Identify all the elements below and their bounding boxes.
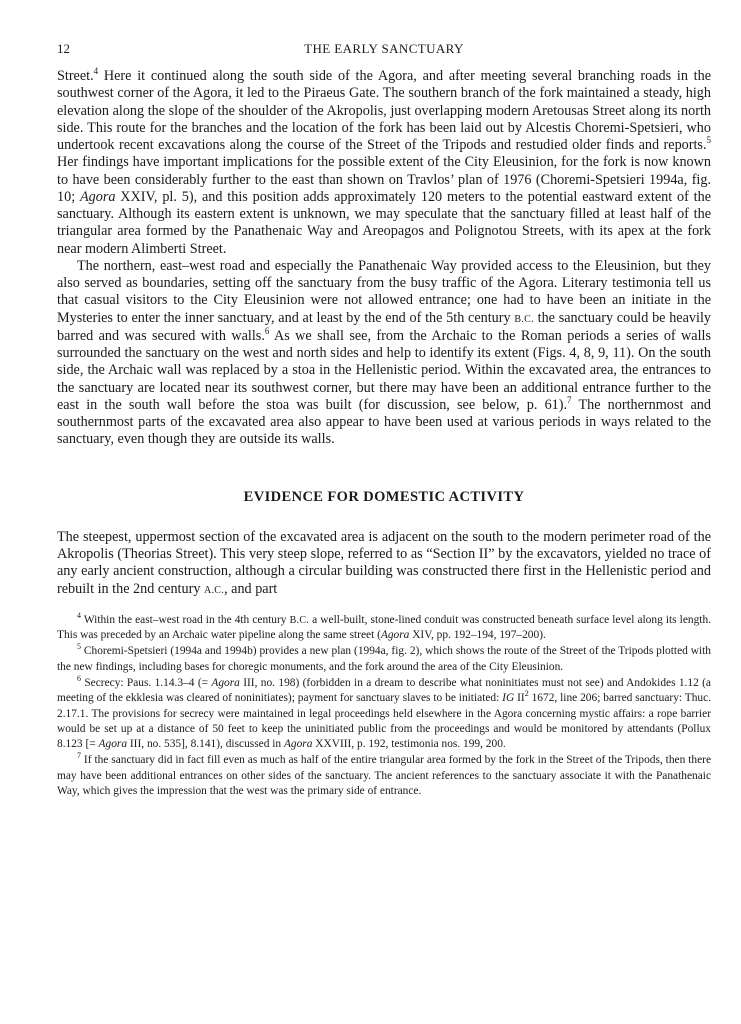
small-caps-text: A.C. <box>203 584 225 596</box>
italic-text: Agora <box>79 188 116 205</box>
footnote-marker: 7 <box>77 751 81 761</box>
body-text <box>57 68 711 599</box>
page-number: 12 <box>57 41 70 56</box>
paragraph-domestic-activity: The steepest, uppermost section of the excavated area is adjacent on the south to the modern perimeter road of the Akropolis (Theorias Street). This very steep slope, referred to as “Section ΙΙ” by the excavators, yielded no trace of any early ancient construction, although a circular building was constructed there first in the Hellenistic period and rebuilt in the 2nd century A.C., and part <box>57 528 711 597</box>
footnote-7: $^7$ If the sanctuary did in fact fill even as much as half of the entire triangular area formed by the fork in the Street of the Tripods, then there may have been additional entrances on other sides of the sanctuary. The ancient references to the sanctuary associate it with the Panathenaic Way, which gives the impression that the west was the primary side of entrance. <box>57 751 711 798</box>
footnote-marker: 2 <box>524 689 529 699</box>
italic-text: IG <box>502 692 515 705</box>
italic-text: Agora <box>283 738 313 751</box>
footnote-5: $^5$ Choremi-Spetsieri (1994a and 1994b) provides a new plan (1994a, fig. 2), which shows the route of the Street of the Tripods plotted with the new findings, including bases for choregic monuments, and the fork around the area of the City Eleusinion. <box>57 642 711 673</box>
footnotes <box>57 610 711 800</box>
footnote-marker: 6 <box>264 325 270 336</box>
footnote-marker: 5 <box>706 135 711 145</box>
section-heading: EVIDENCE FOR DOMESTIC ACTIVITY <box>243 488 525 505</box>
page <box>57 38 711 800</box>
paragraph-continuation: Street.$^4$ Here it continued along the south side of the Agora, and after meeting several branching roads in the southwest corner of the Agora, it led to the Piraeus Gate. The southern branch of the fork maintained a steady, high elevation along the slope of the shoulder of the Akropolis, just overlapping modern Aretousas Street along its north side. This route for the branches and the location of the fork has been laid out by Alcestis Choremi-Spetsieri, who undertook recent excavations along the course of the Street of the Tripods and restudied older finds and reports.$^5$ Her findings have important implications for the possible extent of the City Eleusinion, for the fork is now known to have been considerably further to the east than shown on Travlos’ plan of 1976 (Choremi-Spetsieri 1994a, fig. 10; Agora XXIV, pl. 5), and this position adds approximately 120 meters to the potential eastward extent of the sanctuary. Although its eastern extent is unknown, we may speculate that the sanctuary filled at least half of the triangular area formed by the Panathenaic Way and Areopagos and Polignotou Streets, with its apex at the fork near modern Alimberti Street. <box>57 66 711 257</box>
footnote-marker: 5 <box>77 642 81 652</box>
footnote-marker: 6 <box>77 673 81 683</box>
running-head: THE EARLY SANCTUARY <box>304 41 464 56</box>
small-caps-text: B.C. <box>514 313 534 325</box>
page-header <box>57 38 711 60</box>
italic-text: Agora <box>98 738 128 751</box>
italic-text: Agora <box>380 629 410 642</box>
footnote-marker: 4 <box>93 66 99 76</box>
footnote-marker: 7 <box>567 394 572 405</box>
small-caps-text: B.C. <box>289 614 310 626</box>
italic-text: Agora <box>211 676 240 689</box>
footnote-6: $^6$ Secrecy: Paus. 1.14.3–4 (= Agora III, no. 198) (forbidden in a dream to describe what noninitiates must not see) and Andokides 1.12 (a meeting of the ekklesia was cleared of noninitiates); payment for sanctuary slaves to be initiated: IG $II^2$ 1672, line 206; barred sanctuary: Thuc. 2.17.1. The provisions for secrecy were maintained in legal proceedings held elsewhere in the Agora concerning mystic affairs: a rope barrier would be set up at a distance of 50 feet to keep the uninitiated public from the proceedings and would be monitored by attendants (Pollux 8.123 [= Agora III, no. 535], 8.141), discussed in Agora XXVIII, p. 192, testimonia nos. 199, 200. <box>57 673 711 751</box>
paragraph-access-and-boundaries: The northern, east–west road and especially the Panathenaic Way provided access to the Eleusinion, but they also served as boundaries, setting off the sanctuary from the busy traffic of the Agora. Literary testimonia tell us that casual visitors to the City Eleusinion were not allowed entrance; one had to have been an initiate in the Mysteries to enter the inner sanctuary, and at least by the end of the 5th century B.C. the sanctuary could be heavily barred and was secured with walls.$^6$ As we shall see, from the Archaic to the Roman periods a series of walls surrounded the sanctuary on the west and north sides and help to identify its extent (Figs. 4, 8, 9, 11). On the south side, the Archaic wall was replaced by a stoa in the Hellenistic period. Within the excavated area, the entrances to the sanctuary are located near its southwest corner, but there may have been an additional entrance further to the east in the south wall before the stoa was built (for discussion, see below, p. 61).$^7$ The northernmost and southernmost parts of the excavated area also appear to have been used at various periods in ways related to the sanctuary, even though they are outside its walls. <box>57 257 711 448</box>
footnote-marker: 4 <box>77 610 81 620</box>
footnote-4: $^4$ Within the east–west road in the 4th century B.C. a well-built, stone-lined conduit was constructed beneath surface level along its length. This was preceded by an Archaic water pipeline along the same street (Agora XIV, pp. 192–194, 197–200). <box>57 610 711 642</box>
